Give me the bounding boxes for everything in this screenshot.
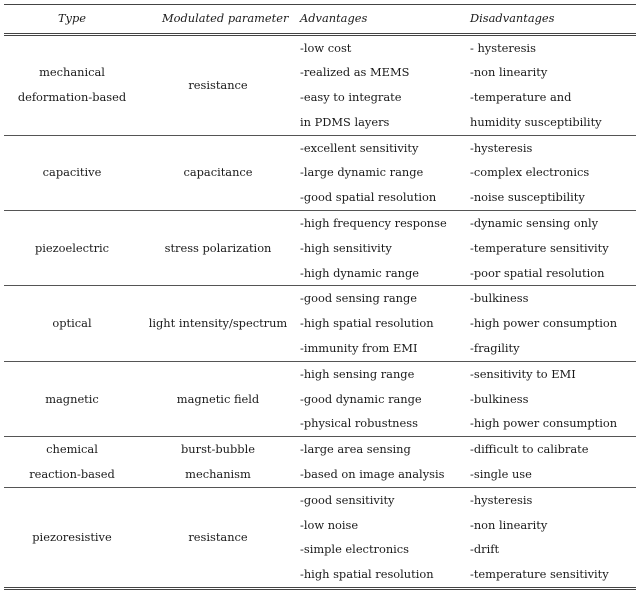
header-row (4, 5, 636, 34)
header-advantages: Advantages (296, 5, 466, 34)
advantage-item: -high spatial resolution (300, 316, 434, 331)
advantage-item: -low noise (300, 517, 359, 532)
advantage-item: -high sensitivity (300, 240, 392, 255)
disadvantages-cell (466, 135, 636, 210)
disadvantage-item: -hysteresis (470, 492, 533, 507)
modulated-parameter-cell (140, 361, 296, 436)
type-cell (4, 361, 140, 436)
table-row (4, 487, 636, 588)
advantages-cell (296, 135, 466, 210)
disadvantages-cell (466, 487, 636, 588)
sensor-type-label: chemical (46, 442, 98, 457)
advantage-item: -large area sensing (300, 442, 411, 457)
advantage-item: -physical robustness (300, 416, 418, 431)
advantages-cell (296, 487, 466, 588)
disadvantage-item: - hysteresis (470, 40, 536, 55)
type-cell (4, 211, 140, 286)
advantages-cell (296, 211, 466, 286)
header-modulated-parameter: Modulated parameter (140, 5, 296, 34)
modulated-parameter-cell (140, 211, 296, 286)
disadvantage-item: -bulkiness (470, 291, 529, 306)
disadvantages-cell (466, 361, 636, 436)
type-cell (4, 34, 140, 135)
advantage-item: in PDMS layers (300, 114, 390, 129)
sensor-type-label: reaction-based (29, 467, 115, 482)
disadvantage-item: -fragility (470, 341, 520, 356)
sensor-type-label: mechanical (39, 65, 105, 80)
advantage-item: -high dynamic range (300, 265, 419, 280)
disadvantage-item: -non linearity (470, 65, 548, 80)
table-row-group (4, 34, 636, 135)
table-row (4, 34, 636, 135)
table-row (4, 437, 636, 488)
table-row (4, 361, 636, 436)
disadvantages-cell (466, 211, 636, 286)
modulated-parameter-cell (140, 286, 296, 361)
advantage-item: -excellent sensitivity (300, 140, 419, 155)
disadvantage-item: -complex electronics (470, 165, 590, 180)
disadvantage-item: -bulkiness (470, 391, 529, 406)
type-cell (4, 437, 140, 488)
type-cell (4, 286, 140, 361)
advantage-item: -immunity from EMI (300, 341, 418, 356)
sensor-comparison-table (4, 5, 636, 590)
advantage-item: -good spatial resolution (300, 190, 437, 205)
advantage-item: -good sensing range (300, 291, 418, 306)
advantage-item: -based on image analysis (300, 467, 445, 482)
disadvantage-item: -difficult to calibrate (470, 442, 589, 457)
advantage-item: -easy to integrate (300, 90, 402, 105)
modulated-parameter-cell (140, 437, 296, 488)
sensor-type-label: deformation-based (17, 90, 127, 105)
advantage-item: -low cost (300, 40, 352, 55)
advantage-item: -simple electronics (300, 542, 410, 557)
disadvantage-item: -non linearity (470, 517, 548, 532)
advantages-cell (296, 437, 466, 488)
modulated-parameter-cell (140, 34, 296, 135)
disadvantage-item: -temperature sensitivity (470, 240, 609, 255)
disadvantage-item: -noise susceptibility (470, 190, 585, 205)
advantages-cell (296, 34, 466, 135)
disadvantage-item: -hysteresis (470, 140, 533, 155)
disadvantages-cell (466, 34, 636, 135)
advantages-cell (296, 286, 466, 361)
parameter-label: magnetic field (176, 391, 260, 406)
table-row-group (4, 135, 636, 210)
parameter-label: mechanism (185, 467, 251, 482)
advantage-item: -realized as MEMS (300, 65, 410, 80)
sensor-type-label: optical (52, 316, 92, 331)
disadvantage-item: -temperature and (470, 90, 572, 105)
sensor-type-label: magnetic (45, 391, 99, 406)
advantage-item: -large dynamic range (300, 165, 424, 180)
header-disadvantages: Disadvantages (466, 5, 636, 34)
type-cell (4, 135, 140, 210)
header-type: Type (4, 5, 140, 34)
sensor-type-label: piezoelectric (34, 240, 110, 255)
table-row-group (4, 437, 636, 488)
parameter-label: light intensity/spectrum (148, 316, 288, 331)
disadvantage-item: -poor spatial resolution (470, 265, 605, 280)
parameter-label: resistance (188, 77, 248, 92)
advantage-item: -high sensing range (300, 366, 415, 381)
type-cell (4, 487, 140, 588)
advantage-item: -good sensitivity (300, 492, 395, 507)
parameter-label: capacitance (183, 165, 253, 180)
table-row-group (4, 211, 636, 286)
disadvantage-item: -dynamic sensing only (470, 216, 599, 231)
parameter-label: resistance (188, 530, 248, 545)
disadvantages-cell (466, 286, 636, 361)
parameter-label: burst-bubble (181, 442, 255, 457)
advantages-cell (296, 361, 466, 436)
advantage-item: -high frequency response (300, 216, 447, 231)
advantage-item: -good dynamic range (300, 391, 422, 406)
sensor-type-label: piezoresistive (32, 530, 112, 545)
advantage-item: -high spatial resolution (300, 567, 434, 582)
disadvantage-item: -single use (470, 467, 532, 482)
table-row (4, 211, 636, 286)
disadvantage-item: humidity susceptibility (470, 114, 602, 129)
parameter-label: stress polarization (164, 240, 272, 255)
disadvantage-item: -high power consumption (470, 416, 618, 431)
table-row-group (4, 286, 636, 361)
table-row-group (4, 487, 636, 588)
table-row (4, 286, 636, 361)
table-row-group (4, 361, 636, 436)
table-header (4, 5, 636, 34)
disadvantage-item: -sensitivity to EMI (470, 366, 576, 381)
sensor-type-label: capacitive (42, 165, 102, 180)
modulated-parameter-cell (140, 135, 296, 210)
disadvantage-item: -temperature sensitivity (470, 567, 609, 582)
disadvantage-item: -high power consumption (470, 316, 618, 331)
disadvantages-cell (466, 437, 636, 488)
modulated-parameter-cell (140, 487, 296, 588)
disadvantage-item: -drift (470, 542, 500, 557)
table-row (4, 135, 636, 210)
